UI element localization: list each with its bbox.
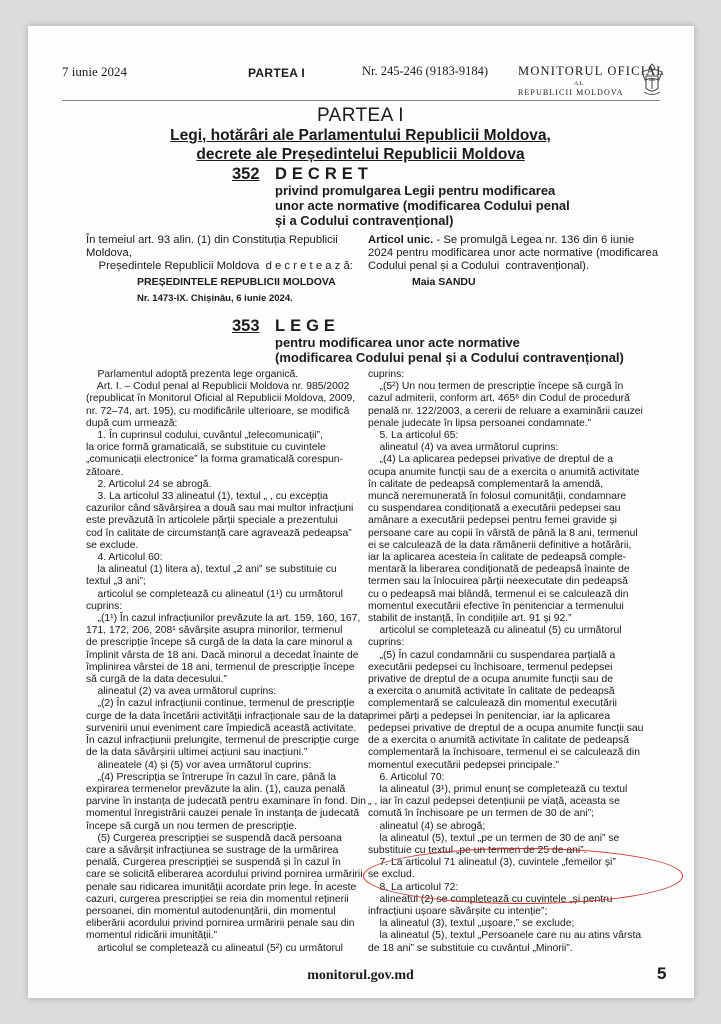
law-text-line: după cum urmează: — [86, 417, 178, 429]
law-text-line: „(2) În cazul infracțiunii continue, termenul de prescripție — [86, 698, 355, 710]
law-text-line: articolul se completează cu alineatul (1¹) cu următorul — [86, 588, 343, 600]
footer-site: monitorul.gov.md — [307, 968, 414, 983]
part-title: PARTEA I — [317, 105, 404, 126]
law-text-line: care se solicită eliberarea acordului privind pornirea urmăririi — [86, 869, 363, 881]
law-text-line: persoane care au copii în vârstă de până la 8 ani, termenul — [368, 527, 638, 539]
law-text-line: ei se calculează de la data rămânerii definitive a hotărârii, — [368, 539, 632, 551]
law-text-line: care a săvârșit infracțiunea se sustrage de la urmărirea — [86, 844, 339, 856]
brand-title: MONITORUL OFICIAL — [518, 64, 666, 78]
decree-article-label: Articol unic. — [368, 234, 434, 246]
law-text-line: cu suspendarea condiționată a executării pedepsei sau — [368, 503, 621, 515]
law-text-line: 7. La articolul 71 alineatul (3), cuvintele „femeilor și” — [368, 857, 616, 869]
decree-kind: DECRET — [275, 165, 373, 183]
law-text-line: penale sau ridicarea imunității acordate prin lege. În aceste — [86, 881, 357, 893]
law-text-line: începe să curgă un nou termen de prescripție. — [86, 820, 298, 832]
law-text-line: 1. În cuprinsul codului, cuvântul „telecomunicații”, — [86, 430, 323, 442]
law-text-line: (republicat în Monitorul Oficial al Republicii Moldova, 2009, — [86, 393, 356, 405]
law-text-line: împlinirea vârstei de 18 ani, termenul de prescripție începe — [86, 661, 355, 673]
law-text-line: alineatul (2) va avea următorul cuprins: — [86, 686, 277, 698]
law-text-line: alineatul (4) va avea următorul cuprins: — [368, 442, 559, 454]
decree-article-text: - Se promulgă Legea nr. 136 din 6 iunie 2024 pentru modificarea unor acte normative (modificarea Codului penal și a Codului contravențional). — [368, 234, 659, 272]
law-text-line: la orice formă gramaticală, se substituie cu cuvintele — [86, 442, 326, 454]
law-text-line: 171, 172, 206, 208¹ săvârșite asupra minorilor, termenul — [86, 625, 343, 637]
decree-article — [368, 234, 658, 272]
decree-reference: Nr. 1473-IX. Chișinău, 6 iunie 2024. — [137, 293, 293, 304]
law-text-line: expirarea termenelor prevăzute la alin. (1), cauza penală — [86, 783, 346, 795]
law-text-line: să curgă de la data decesului.” — [86, 674, 227, 686]
law-text-line: iar la aplicarea acesteia în calitate de pedeapsă comple- — [368, 552, 627, 564]
law-text-line: În cazul infracțiunii prelungite, termenul de prescripție curge — [86, 735, 360, 747]
law-text-line: alineatele (4) și (5) vor avea următorul cuprins: — [86, 759, 312, 771]
law-text-line: la alineatul (1) litera a), textul „2 ani” se substituie cu — [86, 564, 337, 576]
law-text-line: mentară la liberarea condiționată de pedeapsă înainte de — [368, 564, 630, 576]
law-text-line: 3. La articolul 33 alineatul (1), textul „ , cu excepția — [86, 491, 329, 503]
law-text-line: zătoare. — [86, 466, 124, 478]
law-text-line: la alineatul (3¹), primul enunț se completează cu textul — [368, 783, 628, 795]
law-text-line: în calitate de pedeapsă complementară la amendă, — [368, 478, 604, 490]
law-text-line: momentul înregistrării cauzei penale în instanța de judecată — [86, 808, 360, 820]
law-text-line: (5) Curgerea prescripției se suspendă dacă persoana — [86, 832, 342, 844]
law-text-line: penale judecate în lipsa persoanei condamnate.” — [368, 417, 592, 429]
law-subtitle: pentru modificarea unor acte normative (modificarea Codului penal și a Codului contravențional) — [275, 335, 624, 365]
law-text-line: de prescripție începe să curgă de la data la care minorul a — [86, 637, 353, 649]
law-text-line: 2. Articolul 24 se abrogă. — [86, 478, 212, 490]
law-text-line: „(4) La aplicarea pedepsei privative de dreptul de a — [368, 454, 613, 466]
law-text-line: penală. Curgerea prescripției se suspendă și în cazul în — [86, 857, 341, 869]
brand-subtitle: REPUBLICII MOLDOVA — [518, 88, 624, 97]
law-text-line: momentul executării efective în penitenciar a termenului — [368, 600, 624, 612]
law-text-line: nr. 72–74, art. 195), cu modificările ulterioare, se modifică — [86, 405, 350, 417]
section-title-line2: decrete ale Președintelui Republicii Moldova — [196, 146, 525, 163]
law-text-line: la alineatul (5), textul „pe un termen de 30 de ani” se — [368, 832, 620, 844]
law-text-line: 6. Articolul 70: — [368, 771, 445, 783]
president-title: PREȘEDINTELE REPUBLICII MOLDOVA — [137, 276, 336, 288]
law-text-line: termen sau la înlocuirea părții neexecutate din pedeapsă — [368, 576, 628, 588]
law-text-line: Art. I. – Codul penal al Republicii Moldova nr. 985/2002 — [86, 381, 350, 393]
law-text-line: persoanei, din momentul autodenunțării, din momentul — [86, 905, 336, 917]
law-text-line: este prevăzută în articolele părții speciale a prezentului — [86, 515, 338, 527]
law-text-line: „(4) Prescripția se întrerupe în cazul în care, până la — [86, 771, 337, 783]
law-text-line: privative de dreptul de a ocupa anumite funcții sau de — [368, 674, 613, 686]
law-text-line: alineatul (2) se completează cu cuvintele „și pentru — [368, 893, 613, 905]
annotation-ellipse — [363, 848, 683, 904]
law-text-line: momentul executării pedepsei principale.” — [368, 759, 559, 771]
brand-al: AL — [574, 81, 584, 87]
law-text-line: curge de la data încetării activității infracționale sau de la data — [86, 710, 369, 722]
law-text-line: cuprins: — [368, 637, 405, 649]
section-title-line1: Legi, hotărâri ale Parlamentului Republicii Moldova, — [170, 127, 551, 144]
law-text-line: alineatul (4) se abrogă; — [368, 820, 486, 832]
law-text-line: complementară se calculează din momentul executării — [368, 698, 617, 710]
law-text-line: se exclude. — [86, 539, 139, 551]
coat-of-arms-icon — [639, 62, 665, 98]
header-part-label: PARTEA I — [248, 66, 306, 80]
law-text-line: penală nr. 122/2003, a cererii de reluare a examinării cauzei — [368, 405, 643, 417]
law-kind: LEGE — [275, 317, 340, 335]
decree-subtitle: privind promulgarea Legii pentru modificarea unor acte normative (modificarea Codului penal și a Codului contravențional) — [275, 183, 570, 228]
law-text-line: „ , iar în cazul pedepsei detențiunii pe viață, aceasta se — [368, 796, 620, 808]
law-text-line: 5. La articolul 65: — [368, 430, 459, 442]
law-text-line: substituie cu textul „pe un termen de 25 de ani”. — [368, 844, 587, 856]
issue-number: Nr. 245-246 (9183-9184) — [362, 64, 489, 78]
law-text-line: de a exercita o anumită activitate în calitate de pedeapsă — [368, 735, 630, 747]
law-text-line: „comunicații electronice” la forma gramaticală corespun- — [86, 454, 343, 466]
law-text-line: cazuri, curgerea prescripției se reia din momentul reținerii — [86, 893, 349, 905]
law-text-line: survenirii unui eveniment care împiedică această activitate. — [86, 722, 357, 734]
law-text-line: de la data săvârșirii ultimei acțiuni sau inacțiuni.” — [86, 747, 308, 759]
law-text-line: „(1¹) În cazul infracțiunilor prevăzute la art. 159, 160, 167, — [86, 613, 361, 625]
law-text-line: momentul ridicării imunității.” — [86, 930, 218, 942]
law-text-line: 8. La articolul 72: — [368, 881, 459, 893]
law-text-line: ocupa anumite funcții sau de a exercita o anumită activitate — [368, 466, 640, 478]
law-text-line: cod în calitate de circumstanță care agravează pedeapsa” — [86, 527, 352, 539]
law-text-line: 4. Articolul 60: — [86, 552, 163, 564]
law-text-line: „(5²) Un nou termen de prescripție începe să curgă în — [368, 381, 624, 393]
law-text-line: împlinit vârsta de 18 ani. Dacă minorul a decedat înainte de — [86, 649, 359, 661]
issue-date: 7 iunie 2024 — [62, 64, 127, 79]
law-text-line: cazurilor când săvârșirea a două sau mai multor infracțiuni — [86, 503, 354, 515]
law-text-line: complementară la închisoare, termenul ei se calculează din — [368, 747, 640, 759]
president-signature: Maia SANDU — [412, 276, 476, 288]
law-text-line: cuprins: — [86, 600, 123, 612]
law-text-line: la alineatul (3), textul „ușoare,” se exclude; — [368, 918, 575, 930]
law-text-line: muncă neremunerată în folosul comunității, condamnare — [368, 491, 627, 503]
law-text-line: Parlamentul adoptă prezenta lege organică. — [86, 369, 299, 380]
header-rule — [62, 100, 660, 101]
law-text-line: a exercita o anumită activitate în calitate de pedeapsă — [368, 686, 615, 698]
law-text-line: cu o pedeapsă mai blândă, termenul ei se calculează din — [368, 588, 629, 600]
law-text-line: articolul se completează cu alineatul (5) cu următorul — [368, 625, 622, 637]
law-text-line: articolul se completează cu alineatul (5²) cu următorul — [86, 942, 343, 954]
law-text-line: cuprins: — [368, 369, 405, 380]
law-text-line: se exclud. — [368, 869, 415, 881]
law-text-line: textul „3 ani”; — [86, 576, 146, 588]
law-text-line: amânare a executării pedepsei pentru femei gravide și — [368, 515, 617, 527]
law-text-line: de 18 ani” se substituie cu cuvântul „Minorii”. — [368, 942, 573, 954]
law-number: 353 — [232, 317, 260, 335]
law-text-line: pedepsei privative de dreptul de a ocupa anumite funcții sau — [368, 722, 644, 734]
law-text-line: cazul admiterii, conform art. 465⁶ din Codul de procedură — [368, 393, 630, 405]
decree-number: 352 — [232, 165, 260, 183]
page-number: 5 — [657, 964, 667, 983]
law-text-line: comută în închisoare pe un termen de 30 de ani”; — [368, 808, 594, 820]
decree-preamble: În temeiul art. 93 alin. (1) din Constituția Republicii Moldova, Președintele Republicii Moldova d e c r e t e a z ă: — [86, 234, 353, 272]
law-text-line: executării pedepsei cu închisoare, termenul pedepsei — [368, 661, 613, 673]
law-text-line: infracțiuni ușoare săvârșite cu intenție”; — [368, 905, 548, 917]
law-text-line: primei părți a pedepsei în penitenciar, iar la aplicarea — [368, 710, 611, 722]
law-text-line: eliberării acordului privind pornirea urmăririi penale sau din — [86, 918, 355, 930]
law-text-line: stabilit de instanță, în condițiile art. 91 și 92.” — [368, 613, 572, 625]
law-text-line: la alineatul (5), textul „Persoanele care nu au atins vârsta — [368, 930, 642, 942]
law-column-left — [86, 369, 369, 955]
law-text-line: „(5) În cazul condamnării cu suspendarea parțială a — [368, 649, 616, 661]
law-text-line: parvine în instanța de judecată pentru examinare în fond. Din — [86, 796, 367, 808]
